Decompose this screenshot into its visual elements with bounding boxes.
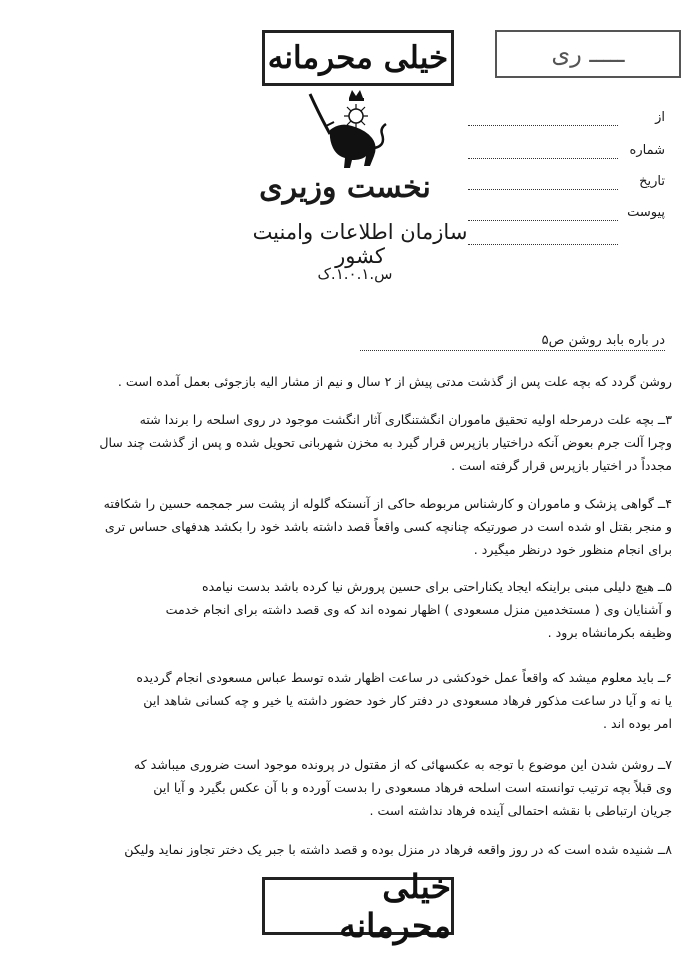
text-line: مجدداً در اختیار بازپرس قرار گرفته است .	[451, 458, 672, 473]
text-line: یا نه و آیا در ساعت مذکور فرهاد مسعودی در دفتر کار خود حضور داشته یا خیر و چه کسانی شاهد این	[143, 693, 672, 708]
text-line: ۳ــ بچه علت درمرحله اولیه تحقیق ماموران انگشتنگاری آثار انگشت موجود در روی اسلحه را برندا شته	[139, 412, 672, 427]
text-line: امر بوده اند .	[602, 716, 672, 731]
field-label-attachment: پیوست	[627, 205, 665, 220]
classification-stamp-bottom: خیلی محرمانه	[262, 877, 454, 935]
paragraph-7	[30, 753, 672, 822]
field-line-blank	[468, 243, 618, 245]
partial-stamp-mark: ـــــ ری	[495, 30, 681, 78]
field-line-number	[468, 157, 618, 159]
text-line: روشن گردد که بچه علت پس از گذشت مدتی پیش از ۲ سال و نیم از مشار الیه بازجوئی بعمل آمده است .	[117, 374, 672, 389]
reference-code: س.۱.۰.۱.ک	[317, 265, 393, 283]
text-line: ۵ــ هیچ دلیلی مبنی براینکه ایجاد یکناراحتی برای حسین پرورش نیا کرده باشد بدست نیامده	[202, 579, 672, 594]
text-line: ۷ــ روشن شدن این موضوع با توجه به عکسهائی که از مقتول در پرونده موجود است ضروری میباشد که	[133, 757, 672, 772]
text-line: برای انجام منظور خود درنظر میگیرد .	[473, 542, 672, 557]
paragraph-3	[30, 408, 672, 477]
paragraph-intro	[30, 370, 672, 393]
text-line: و آشنایان وی ( مستخدمین منزل مسعودی ) اظهار نموده اند که وی قصد داشته برای انجام خدمت	[165, 602, 672, 617]
agency-name: سازمان اطلاعات وامنیت کشور	[252, 220, 468, 268]
paragraph-8	[30, 838, 672, 861]
paragraph-6	[30, 666, 672, 735]
text-line: وظیفه بکرمانشاه برود .	[547, 625, 672, 640]
field-line-date	[468, 188, 618, 190]
subject-line: در باره بابد روشن ص۵	[360, 333, 665, 351]
lion-and-sun-emblem-icon	[300, 88, 392, 170]
paragraph-4	[30, 492, 672, 561]
classification-stamp-top: خیلی محرمانه	[262, 30, 454, 86]
field-line-from	[468, 124, 618, 126]
field-line-attachment	[468, 219, 618, 221]
paragraph-5	[30, 575, 672, 644]
text-line: وچرا آلت جرم بعوض آنکه دراختیار بازپرس قرار گیرد به مخزن شهربانی تحویل شده و پس از گذشت چند سال	[99, 435, 672, 450]
field-label-date: تاریخ	[639, 174, 665, 189]
text-line: وی قبلاً بچه ترتیب توانسته است اسلحه فرهاد مسعودی را بدست آورده و با آن عکس بگیرد و آیا این	[153, 780, 672, 795]
office-name: نخست وزیری	[259, 170, 431, 205]
text-line: ۴ــ گواهی پزشک و ماموران و کارشناس مربوطه حاکی از آنستکه گلوله از پشت سر جمجمه حسین را شکافته	[103, 496, 672, 511]
text-line: ۶ــ باید معلوم میشد که واقعاً عمل خودکشی در ساعت اظهار شده توسط عباس مسعودی انجام گردیده	[136, 670, 672, 685]
text-line: ۸ــ شنیده شده است که در روز واقعه فرهاد در منزل بوده و قصد داشته با جبر یک دختر تجاوز نماید ولیکن	[124, 842, 672, 857]
text-line: جریان ارتباطی با نقشه احتمالی آینده فرهاد نداشته است .	[369, 803, 672, 818]
field-label-number: شماره	[629, 143, 665, 158]
text-line: و منجر بقتل او شده است در صورتیکه چنانچه کسی واقعاً قصد داشته باشد خود را بکشد هدفهای حساس تری	[104, 519, 672, 534]
field-label-from: از	[655, 110, 665, 125]
